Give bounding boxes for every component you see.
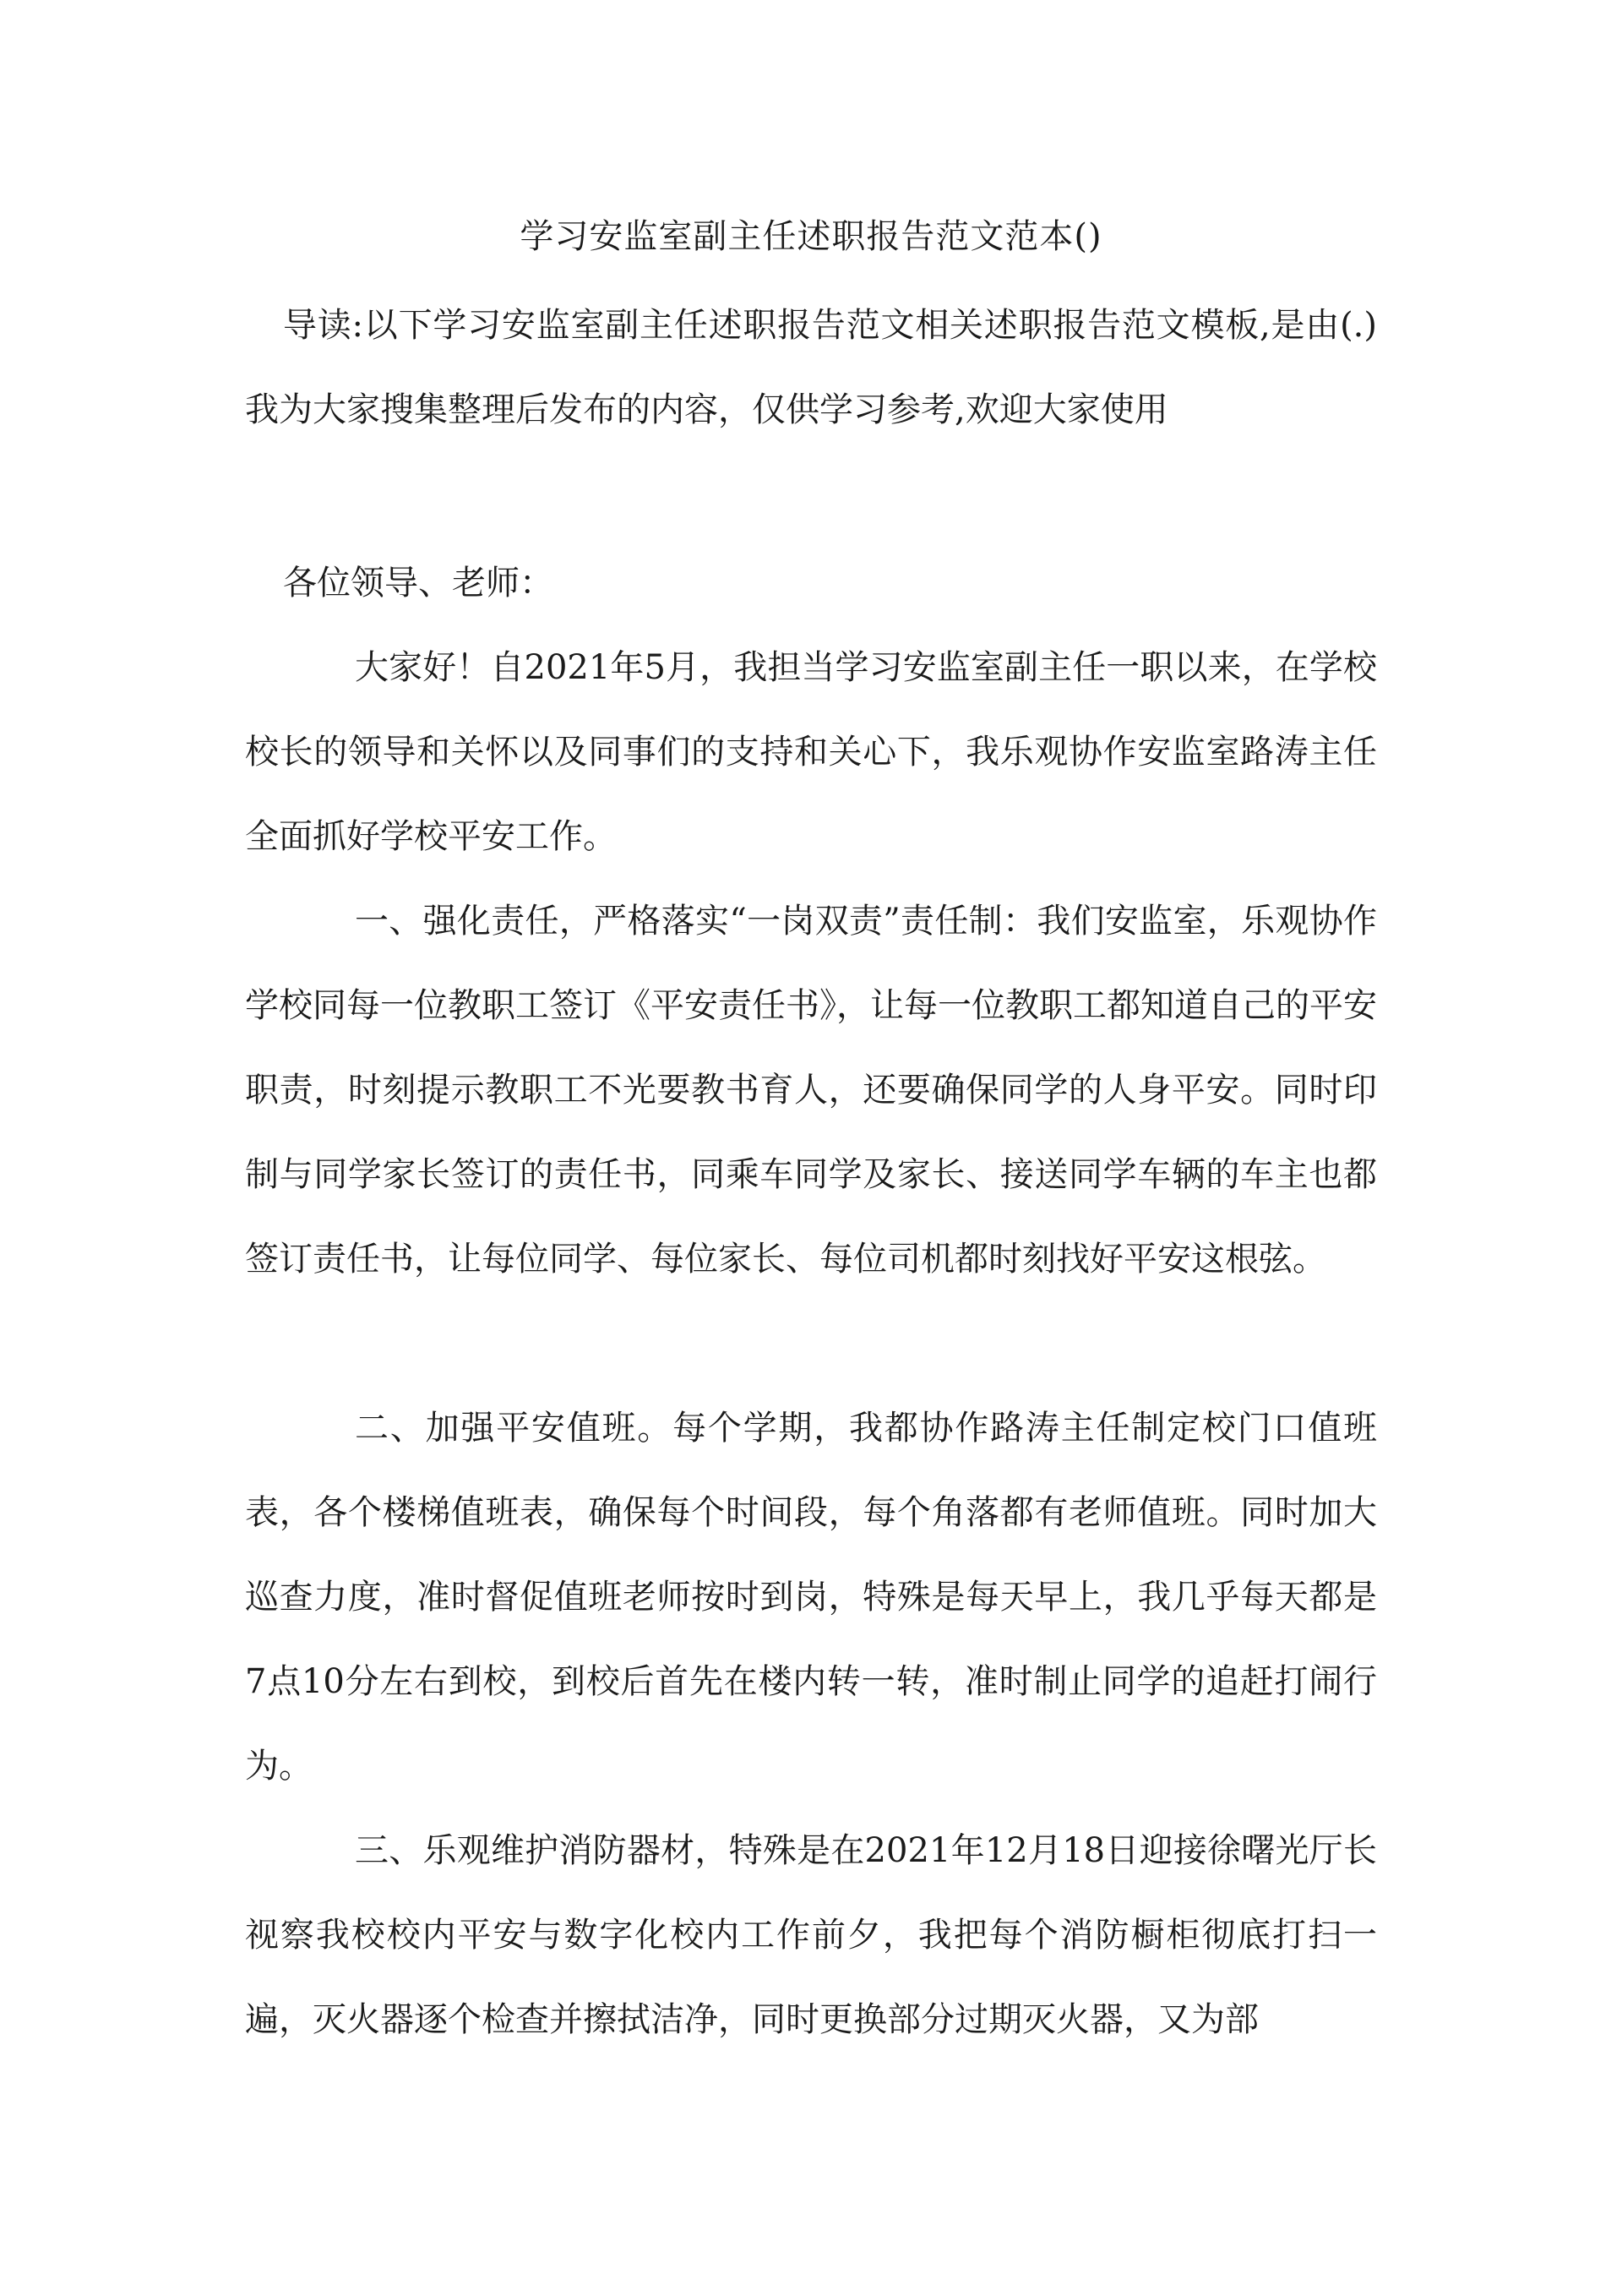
document-title: 学习安监室副主任述职报告范文范本(): [520, 217, 1102, 256]
body-paragraph: 二、加强平安值班。每个学期，我都协作路涛主任制定校门口值班表，各个楼梯值班表，确保每个时间段，每个角落都有老师值班。同时加大巡查力度，准时督促值班老师按时到岗，特殊是每天早上，我几乎每天都是7点10分左右到校，到校后首先在楼内转一转，准时制止同学的追赶打闹行为。: [245, 1409, 1377, 1786]
intro-paragraph: 导读:以下学习安监室副主任述职报告范文相关述职报告范文模板,是由(.)我为大家搜集整理后发布的内容，仅供学习参考,欢迎大家使用: [245, 306, 1377, 429]
body-paragraph: 大家好！自2021年5月，我担当学习安监室副主任一职以来，在学校校长的领导和关怀以及同事们的支持和关心下，我乐观协作安监室路涛主任全面抓好学校平安工作。: [245, 648, 1377, 856]
body-paragraph: 一、强化责任，严格落实“一岗双责”责任制：我们安监室，乐观协作学校同每一位教职工签订《平安责任书》，让每一位教职工都知道自己的平安职责，时刻提示教职工不光要教书育人，还要确保同学的人身平安。同时印制与同学家长签订的责任书，同乘车同学及家长、接送同学车辆的车主也都签订责任书，让每位同学、每位家长、每位司机都时刻找好平安这根弦。: [245, 902, 1377, 1279]
body-paragraph: 三、乐观维护消防器材，特殊是在2021年12月18日迎接徐曙光厅长视察我校校内平安与数字化校内工作前夕，我把每个消防橱柜彻底打扫一遍，灭火器逐个检查并擦拭洁净，同时更换部分过期灭火器，又为部: [245, 1831, 1377, 2039]
salutation: 各位领导、老师：: [283, 564, 553, 603]
